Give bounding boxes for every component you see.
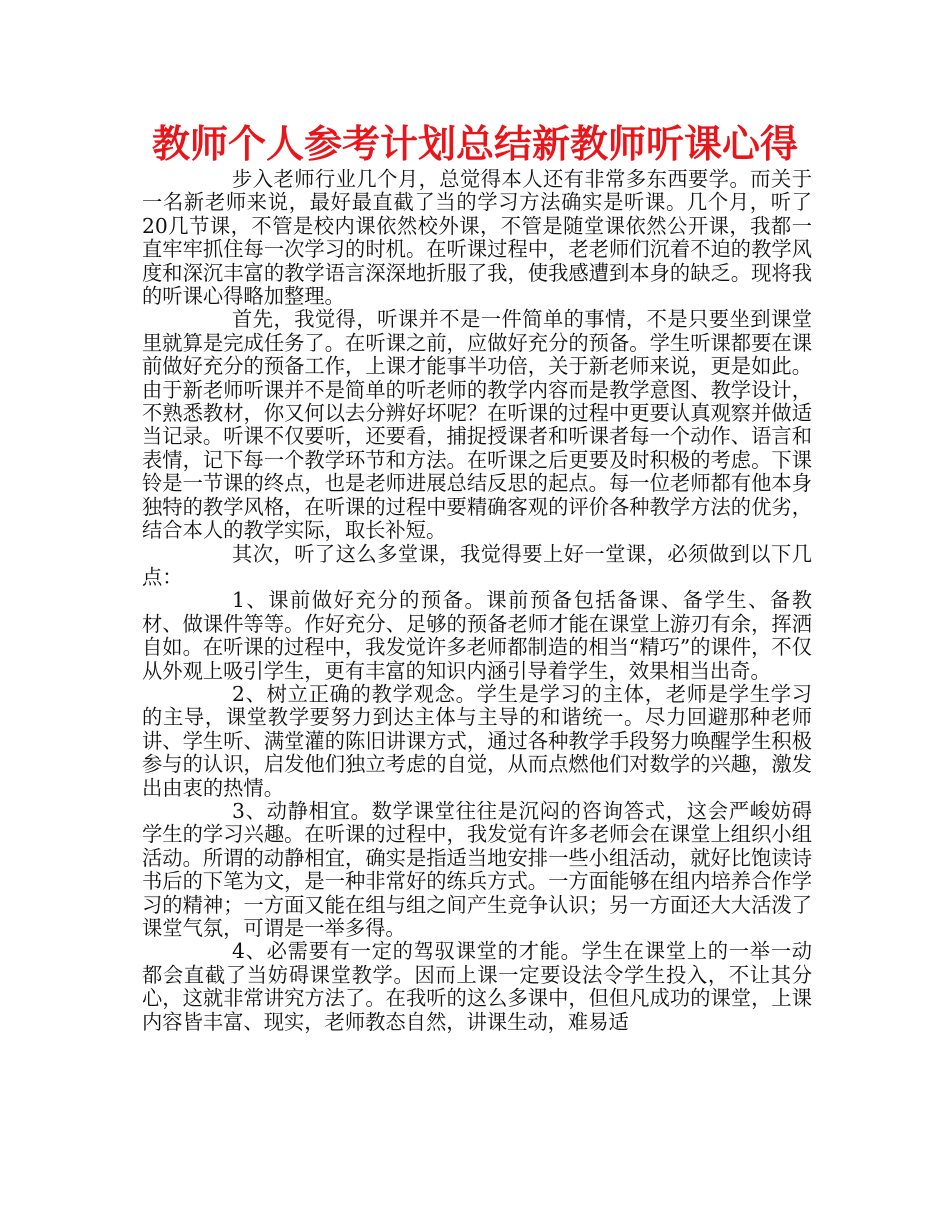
document-title: 教师个人参考计划总结新教师听课心得 bbox=[151, 122, 798, 166]
paragraph-point-3: 3、动静相宜。数学课堂往往是沉闷的咨询答式，这会严峻妨碍学生的学习兴趣。在听课的过程中，我发觉有许多老师会在课堂上组织小组活动。所谓的动静相宜，确实是指适当地安排一些小组活动，就好比饱读诗书后的下笔为文，是一种非常好的练兵方式。一方面能够在组内培养合作学习的精神；一方面又能在组与组之间产生竞争认识；另一方面还大大活泼了课堂气氛，可谓是一举多得。 bbox=[142, 798, 812, 940]
paragraph-point-2: 2、树立正确的教学观念。学生是学习的主体，老师是学生学习的主导，课堂教学要努力到达主体与主导的和谐统一。尽力回避那种老师讲、学生听、满堂灌的陈旧讲课方式，通过各种教学手段努力唤醒学生积极参与的认识，启发他们独立考虑的自觉，从而点燃他们对数学的兴趣，激发出由衷的热情。 bbox=[142, 681, 812, 800]
paragraph-second: 其次，听了这么多堂课，我觉得要上好一堂课，必须做到以下几点： bbox=[142, 541, 812, 589]
paragraph-point-4: 4、必需要有一定的驾驭课堂的才能。学生在课堂上的一举一动都会直截了当妨碍课堂教学。因而上课一定要设法令学生投入，不让其分心，这就非常讲究方法了。在我听的这么多课中，但但凡成功的课堂，上课内容皆丰富、现实，老师教态自然，讲课生动，难易适 bbox=[142, 939, 812, 1034]
paragraph-first: 首先，我觉得，听课并不是一件简单的事情，不是只要坐到课堂里就算是完成任务了。在听课之前，应做好充分的预备。学生听课都要在课前做好充分的预备工作，上课才能事半功倍，关于新老师来说，更是如此。由于新老师听课并不是简单的听老师的教学内容而是教学意图、教学设计，不熟悉教材，你又何以去分辨好坏呢？在听课的过程中更要认真观察并做适当记录。听课不仅要听，还要看，捕捉授课者和听课者每一个动作、语言和表情，记下每一个教学环节和方法。在听课之后更要及时积极的考虑。下课铃是一节课的终点，也是老师进展总结反思的起点。每一位老师都有他本身独特的教学风格，在听课的过程中要精确客观的评价各种教学方法的优劣，结合本人的教学实际，取长补短。 bbox=[142, 307, 812, 543]
paragraph-point-1: 1、课前做好充分的预备。课前预备包括备课、备学生、备教材、做课件等等。作好充分、足够的预备老师才能在课堂上游刃有余，挥洒自如。在听课的过程中，我发觉许多老师都制造的相当“精巧”的课件，不仅从外观上吸引学生，更有丰富的知识内涵引导着学生，效果相当出奇。 bbox=[142, 588, 812, 683]
document-body bbox=[142, 168, 812, 1034]
paragraph-intro: 步入老师行业几个月，总觉得本人还有非常多东西要学。而关于一名新老师来说，最好最直截了当的学习方法确实是听课。几个月，听了20几节课，不管是校内课依然校外课，不管是随堂课依然公开课，我都一直牢牢抓住每一次学习的时机。在听课过程中，老老师们沉着不迫的教学风度和深沉丰富的教学语言深深地折服了我，使我感遭到本身的缺乏。现将我的听课心得略加整理。 bbox=[142, 167, 812, 309]
